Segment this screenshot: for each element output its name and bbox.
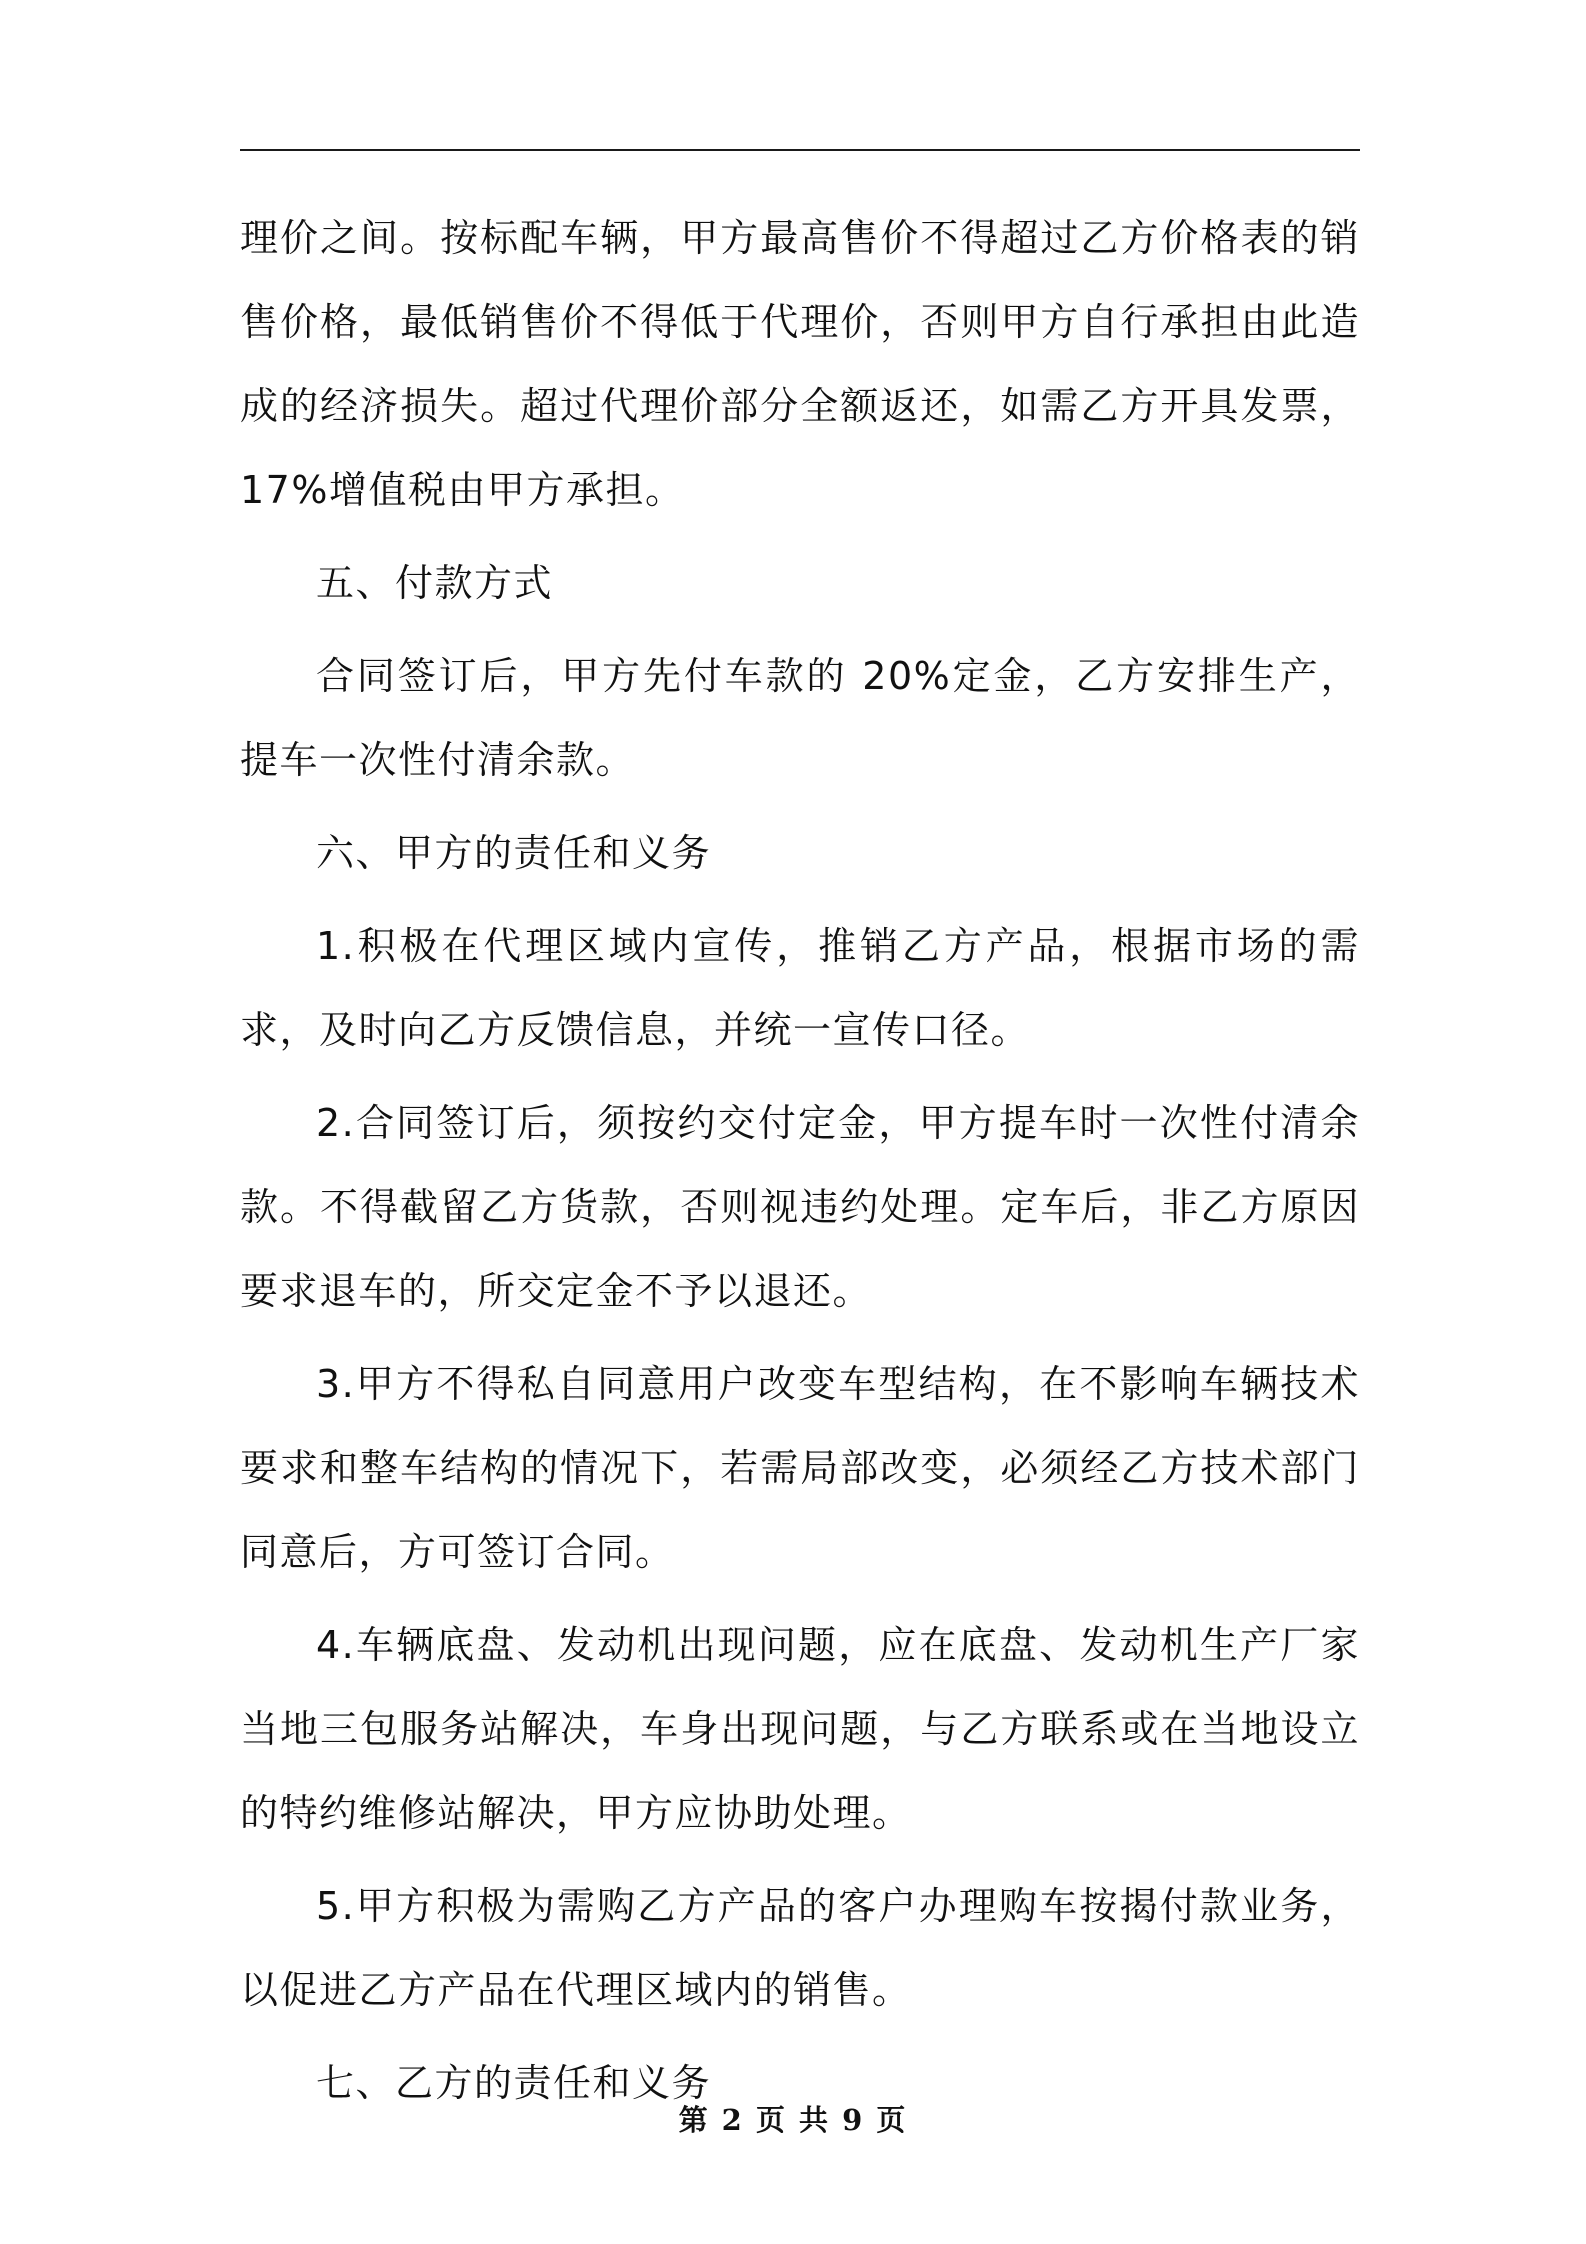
paragraph-party-a-item-5: 5.甲方积极为需购乙方产品的客户办理购车按揭付款业务，以促进乙方产品在代理区域内的销售。 — [240, 1884, 1360, 2012]
paragraph-payment-terms: 合同签订后，甲方先付车款的 20%定金，乙方安排生产，提车一次性付清余款。 — [240, 654, 1360, 782]
section-heading-party-a-duties: 六、甲方的责任和义务 — [316, 831, 712, 875]
paragraph-party-a-item-3: 3.甲方不得私自同意用户改变车型结构，在不影响车辆技术要求和整车结构的情况下，若需局部改变，必须经乙方技术部门同意后，方可签订合同。 — [240, 1362, 1360, 1574]
paragraph-party-a-item-2: 2.合同签订后，须按约交付定金，甲方提车时一次性付清余款。不得截留乙方货款，否则视违约处理。定车后，非乙方原因要求退车的，所交定金不予以退还。 — [240, 1101, 1360, 1313]
paragraph-party-a-item-1: 1.积极在代理区域内宣传，推销乙方产品，根据市场的需求，及时向乙方反馈信息，并统一宣传口径。 — [240, 924, 1360, 1052]
page-number-footer: 第 2 页 共 9 页 — [678, 2103, 908, 2137]
header-divider — [240, 149, 1360, 151]
paragraph-pricing-continuation: 理价之间。按标配车辆，甲方最高售价不得超过乙方价格表的销售价格，最低销售价不得低于代理价，否则甲方自行承担由此造成的经济损失。超过代理价部分全额返还，如需乙方开具发票，17%增值税由甲方承担。 — [240, 216, 1360, 512]
section-heading-payment-method: 五、付款方式 — [316, 561, 554, 605]
section-heading-party-b-duties: 七、乙方的责任和义务 — [316, 2061, 712, 2105]
document-body — [240, 196, 1360, 2134]
paragraph-party-a-item-4: 4.车辆底盘、发动机出现问题，应在底盘、发动机生产厂家当地三包服务站解决，车身出现问题，与乙方联系或在当地设立的特约维修站解决，甲方应协助处理。 — [240, 1623, 1360, 1835]
